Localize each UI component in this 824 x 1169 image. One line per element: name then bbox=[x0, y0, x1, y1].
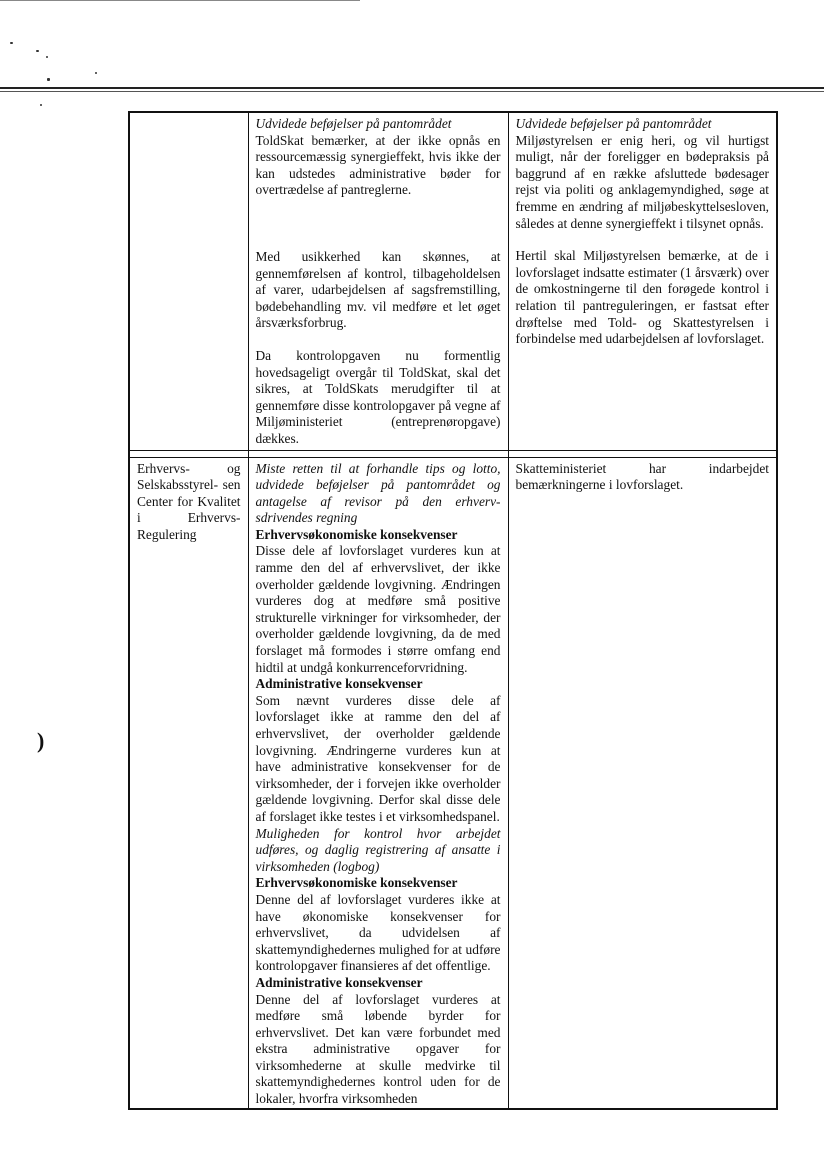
scan-speck bbox=[36, 50, 39, 52]
margin-mark: ) bbox=[37, 728, 45, 753]
paragraph: Med usikkerhed kan skønnes, at gennemførelsen af kontrol, tilbageholdelsen af varer, udarbejdelsen af sagsfremstilling, bødebehandling mv. vil medføre et let øget årsværksforbrug. bbox=[255, 248, 501, 331]
scan-speck bbox=[47, 78, 50, 81]
sender-cell: Erhvervs- og Selskabsstyrel- sen Center for Kvalitet i Erhvervs- Regulering bbox=[129, 457, 248, 1109]
scan-speck bbox=[10, 42, 13, 44]
paragraph: Denne del af lovforslaget vurderes ikke at have økonomiske konsekvenser for erhvervslivet, da udvidelsen af skattemyndighedernes mulighed for at udføre kontrolopgaver finansieres af det offentlige. bbox=[255, 891, 501, 974]
paragraph: Denne del af lovforslaget vurderes at medføre små løbende byrder for erhvervslivet. Det kan være forbundet med ekstra administrative opgaver for virksomhederne at skulle medvirke til skattemyndighedernes kontrol uden for de lokaler, hvorfra virksomheden bbox=[255, 991, 501, 1107]
table-row bbox=[129, 112, 777, 450]
hearing-response-table bbox=[128, 111, 778, 1110]
paragraph: Skatteministeriet har indarbejdet bemærkningerne i lovforslaget. bbox=[515, 460, 769, 493]
scan-top-line bbox=[0, 0, 360, 1]
remarks-cell bbox=[248, 457, 508, 1109]
section-heading: Muligheden for kontrol hvor arbejdet udføres, og daglig registrering af ansatte i virksomheden (logbog) bbox=[255, 825, 501, 874]
scan-header-rule-thin bbox=[0, 91, 824, 92]
subheading: Erhvervsøkonomiske konsekvenser bbox=[255, 875, 458, 891]
sender-cell bbox=[129, 112, 248, 450]
section-heading: Miste retten til at forhandle tips og lotto, udvidede beføjelser på pantområdet og antagelse af revisor på den erhverv- sdrivendes regning bbox=[255, 460, 501, 526]
paragraph: Da kontrolopgaven nu formentlig hovedsageligt overgår til ToldSkat, skal det sikres, at ToldSkats merudgifter til at gennemføre disse kontrolopgaver på vegne af Miljøministeriet (entreprenøropgave) dækkes. bbox=[255, 347, 501, 446]
scan-speck bbox=[40, 104, 42, 106]
section-heading: Udvidede beføjelser på pantområdet bbox=[515, 116, 712, 131]
response-cell bbox=[508, 457, 777, 1109]
remarks-cell bbox=[248, 112, 508, 450]
table-spacer-row bbox=[129, 450, 777, 457]
paragraph: Som nævnt vurderes disse dele af lovforslaget ikke at ramme den del af erhvervslivet, der overholder gældende lovgivning. Ændringerne vurderes kun at have administrative konsekvenser for de virksomheder, der i forvejen ikke overholder gældende lovgivning. Derfor skal disse dele af forslaget ikke testes i et virksomhedspanel. bbox=[255, 692, 501, 824]
response-cell bbox=[508, 112, 777, 450]
paragraph: Disse dele af lovforslaget vurderes kun at ramme den del af erhvervslivet, der ikke overholder gældende lovgivning. Ændringen vurderes dog at medføre små positive strukturelle virkninger for virksomheder, der overholder gældende lovgivning, da de med forslaget må formodes i større omfang end hidtil at undgå konkurrenceforvridning. bbox=[255, 543, 501, 675]
subheading: Administrative konsekvenser bbox=[255, 676, 423, 692]
scan-header-rule bbox=[0, 87, 824, 89]
table-row bbox=[129, 457, 777, 1109]
scan-speck bbox=[46, 56, 48, 58]
scan-speck bbox=[95, 72, 97, 74]
section-heading: Udvidede beføjelser på pantområdet bbox=[255, 116, 452, 131]
paragraph: ToldSkat bemærker, at der ikke opnås en ressourcemæssig synergieffekt, hvis ikke der kan udstedes administrative bøder for overtrædelse af pantreglerne. bbox=[255, 132, 501, 198]
subheading: Administrative konsekvenser bbox=[255, 974, 423, 990]
paragraph: Hertil skal Miljøstyrelsen bemærke, at de i lovforslaget indsatte estimater (1 årsværk) over de omkostningerne til den forøgede kontrol i relation til pantreguleringen, er fastsat efter drøftelse med Told- og Skattestyrelsen i forbindelse med udarbejdelsen af lovforslaget. bbox=[515, 248, 769, 347]
subheading: Erhvervsøkonomiske konsekvenser bbox=[255, 526, 458, 542]
paragraph: Miljøstyrelsen er enig heri, og vil hurtigst muligt, når der foreligger en bødepraksis på baggrund af en række afsluttede bødesager rejst via politi og anklagemyndighed, søge at fremme en ændring af miljøbeskyttelsesloven, således at denne synergieffekt i tilsynet opnås. bbox=[515, 132, 769, 231]
